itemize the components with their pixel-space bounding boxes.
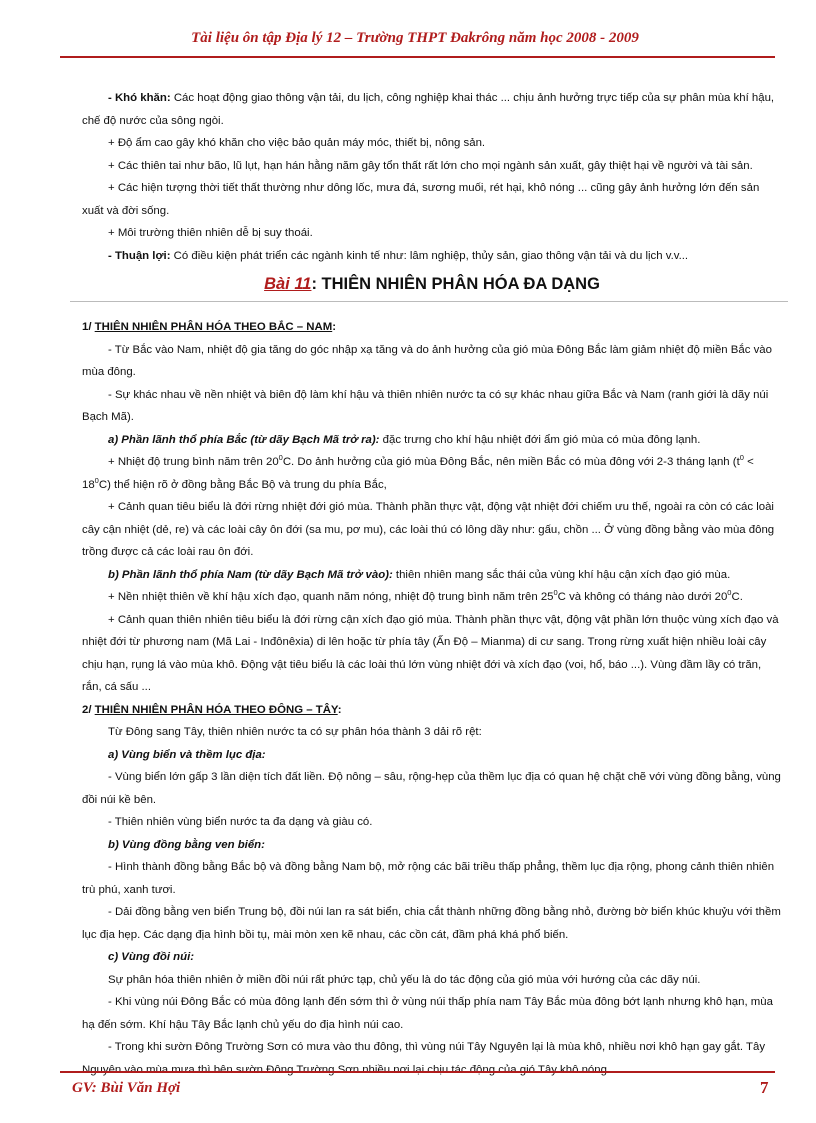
s1-b1-pre: + Nền nhiệt thiên về khí hậu xích đạo, quanh năm nóng, nhiệt độ trung bình năm trên 25 — [108, 591, 554, 603]
s1-a1-mid2: < 18 — [82, 456, 754, 491]
page-content — [82, 87, 782, 1081]
lesson-heading: : THIÊN NHIÊN PHÂN HÓA ĐA DẠNG — [311, 275, 600, 293]
section-2-number: 2/ — [82, 703, 95, 716]
bullet-thien-tai: + Các thiên tai như bão, lũ lụt, hạn hán hằng năm gây tổn thất rất lớn cho mọi ngành sản xuất, gây thiệt hại về người và tài sản. — [108, 159, 753, 172]
section-2-heading — [82, 699, 782, 722]
s1-b-text: thiên nhiên mang sắc thái của vùng khí hậu cận xích đạo gió mùa. — [392, 568, 731, 581]
text-thuan-loi: Có điều kiện phát triển các ngành kinh tế như: lâm nghiệp, thủy sản, giao thông vận tải và du lịch v.v... — [170, 249, 689, 262]
s1-a1-post: C) thể hiện rõ ở đồng bằng Bắc Bộ và trung du phía Bắc, — [98, 478, 387, 491]
s2-b-label: b) Vùng đồng bằng ven biển: — [108, 838, 265, 851]
section-1-title: THIÊN NHIÊN PHÂN HÓA THEO BẮC – NAM — [94, 321, 333, 333]
s1-a1-mid: C. Do ảnh hưởng của gió mùa Đông Bắc, nên miền Bắc có mùa đông với 2-3 tháng lạnh (t — [282, 456, 740, 468]
s2-b-paragraph-2: - Dải đồng bằng ven biển Trung bộ, đồi núi lan ra sát biển, chia cắt thành những đồng bằng nhỏ, đường bờ biển khúc khuỷu với thềm lục địa hẹp. Các dạng địa hình bồi tụ, mài mòn xen kẽ nhau, các cồn cát, đầm phá khá phổ biến. — [82, 906, 781, 941]
degree-sup: 0 — [553, 588, 558, 598]
s2-c-paragraph-3: - Trong khi sườn Đông Trường Sơn có mưa vào thu đông, thì vùng núi Tây Nguyên lại là mùa khô, nhiều nơi khô hạn gay gắt. Tây Nguyên vào mùa mưa thì bên sườn Đông Trường Sơn nhiều nơi lại chịu tác động của gió Tây khô nóng. — [82, 1041, 766, 1076]
section-2-title: THIÊN NHIÊN PHÂN HÓA THEO ĐÔNG – TÂY — [94, 703, 338, 716]
s2-b-paragraph-1: - Hình thành đồng bằng Bắc bộ và đồng bằng Nam bộ, mở rộng các bãi triều thấp phẳng, thềm lục địa rộng, phong cảnh thiên nhiên trù phú, xanh tươi. — [82, 861, 775, 896]
bullet-do-am: + Độ ẩm cao gây khó khăn cho việc bảo quản máy móc, thiết bị, nông sản. — [108, 137, 486, 149]
label-kho-khan: - Khó khăn: — [108, 92, 171, 104]
label-thuan-loi: - Thuận lợi: — [108, 249, 171, 262]
s1-subsection-a — [82, 429, 782, 452]
degree-sup: 0 — [278, 453, 283, 463]
lesson-title — [82, 271, 782, 297]
degree-sup: 0 — [727, 588, 732, 598]
s1-b-label: b) Phần lãnh thổ phía Nam (từ dãy Bạch Mã trở vào): — [108, 568, 393, 581]
s1-a-bullet-2: + Cảnh quan tiêu biểu là đới rừng nhiệt đới gió mùa. Thành phần thực vật, động vật nhiệt đới chiếm ưu thế, ngoài ra còn có các loài cây cận nhiệt (dẻ, re) và các loài cây ôn đới (sa mu, pơ mu), các loài thú có lông dầy như: gấu, chồn ... Ở vùng đồng bằng vào mùa đông trồng được cả các loài rau ôn đới. — [82, 501, 775, 558]
degree-sup: 0 — [739, 453, 744, 463]
s1-a-bullet-1 — [82, 451, 782, 496]
s1-a-text: đặc trưng cho khí hậu nhiệt đới ẩm gió mùa có mùa đông lạnh. — [379, 433, 701, 446]
lesson-label: Bài 11 — [264, 275, 312, 293]
s2-a-paragraph-2: - Thiên nhiên vùng biển nước ta đa dạng và giàu có. — [108, 816, 373, 828]
s2-intro: Từ Đông sang Tây, thiên nhiên nước ta có sự phân hóa thành 3 dải rõ rệt: — [108, 726, 482, 738]
s1-b1-post: C. — [731, 591, 743, 603]
bullet-moi-truong: + Môi trường thiên nhiên dễ bị suy thoái. — [108, 227, 313, 239]
s1-b-bullet-2: + Cảnh quan thiên nhiên tiêu biểu là đới rừng cận xích đạo gió mùa. Thành phần thực vật, động vật phần lớn thuộc vùng xích đạo và nhiệt đới từ phương nam (Mã Lai - Inđônêxia) di lên hoặc từ phía tây (Ấn Độ – Mianma) di cư sang. Trong rừng xuất hiện nhiều loài cây chịu hạn, rụng lá vào mùa khô. Động vật tiêu biểu là các loài thú lớn vùng nhiệt đới và xích đạo (voi, hổ, báo ...). Vùng đầm lầy có trăn, rắn, cá sấu ... — [82, 613, 779, 693]
paragraph-thuan-loi — [82, 245, 782, 268]
s1-paragraph-1: - Từ Bắc vào Nam, nhiệt độ gia tăng do góc nhập xạ tăng và do ảnh hưởng của gió mùa Đông Bắc làm giảm nhiệt độ miền Bắc vào mùa đông. — [82, 343, 772, 378]
section-1-heading — [82, 316, 782, 339]
text-kho-khan: Các hoạt động giao thông vận tải, du lịch, công nghiệp khai thác ... chịu ảnh hưởng trực tiếp của sự phân mùa khí hậu, chế độ nước của sông ngòi. — [82, 92, 775, 127]
page-number: 7 — [760, 1078, 769, 1097]
s2-c-label: c) Vùng đồi núi: — [108, 951, 195, 963]
s1-a1-pre: + Nhiệt độ trung bình năm trên 20 — [108, 456, 279, 468]
s1-paragraph-2: - Sự khác nhau về nền nhiệt và biên độ làm khí hậu và thiên nhiên nước ta có sự khác nhau giữa Bắc và Nam (ranh giới là dãy núi Bạch Mã). — [82, 388, 769, 423]
s2-c-paragraph-1: Sự phân hóa thiên nhiên ở miền đồi núi rất phức tạp, chủ yếu là do tác động của gió mùa với hướng của các dãy núi. — [108, 973, 701, 986]
section-2-colon: : — [337, 703, 342, 716]
s1-b1-mid: C và không có tháng nào dưới 20 — [557, 591, 728, 603]
page-header: Tài liệu ôn tập Địa lý 12 – Trường THPT Đakrông năm học 2008 - 2009 — [191, 30, 639, 46]
s2-a-paragraph-1: - Vùng biển lớn gấp 3 lần diện tích đất liền. Độ nông – sâu, rộng-hẹp của thềm lục địa có quan hệ chặt chẽ với vùng đồng bằng, vùng đồi núi kề bên. — [82, 771, 781, 806]
footer-rule — [60, 1071, 775, 1073]
bullet-thoi-tiet: + Các hiện tượng thời tiết thất thường như dông lốc, mưa đá, sương muối, rét hại, khô nóng ... cũng gây ảnh hưởng lớn đến sản xuất và đời sống. — [82, 182, 760, 217]
s1-b-bullet-1 — [82, 586, 782, 609]
section-1-number: 1/ — [82, 321, 95, 333]
lesson-divider — [70, 301, 788, 302]
header-rule — [60, 56, 775, 58]
s1-subsection-b — [82, 564, 782, 587]
s2-a-label: a) Vùng biển và thềm lục địa: — [108, 748, 266, 761]
s2-c-paragraph-2: - Khi vùng núi Đông Bắc có mùa đông lạnh đến sớm thì ở vùng núi thấp phía nam Tây Bắc mùa đông bớt lạnh nhưng khô hạn, mùa hạ đến sớm. Khí hậu Tây Bắc lạnh chủ yếu do địa hình núi cao. — [82, 996, 773, 1031]
section-1-colon: : — [332, 321, 336, 333]
s1-a-label: a) Phần lãnh thổ phía Bắc (từ dãy Bạch Mã trở ra): — [108, 433, 380, 446]
degree-sup: 0 — [94, 475, 99, 485]
paragraph-kho-khan — [82, 87, 782, 132]
footer-author: GV: Bùi Văn Hợi — [72, 1080, 181, 1096]
